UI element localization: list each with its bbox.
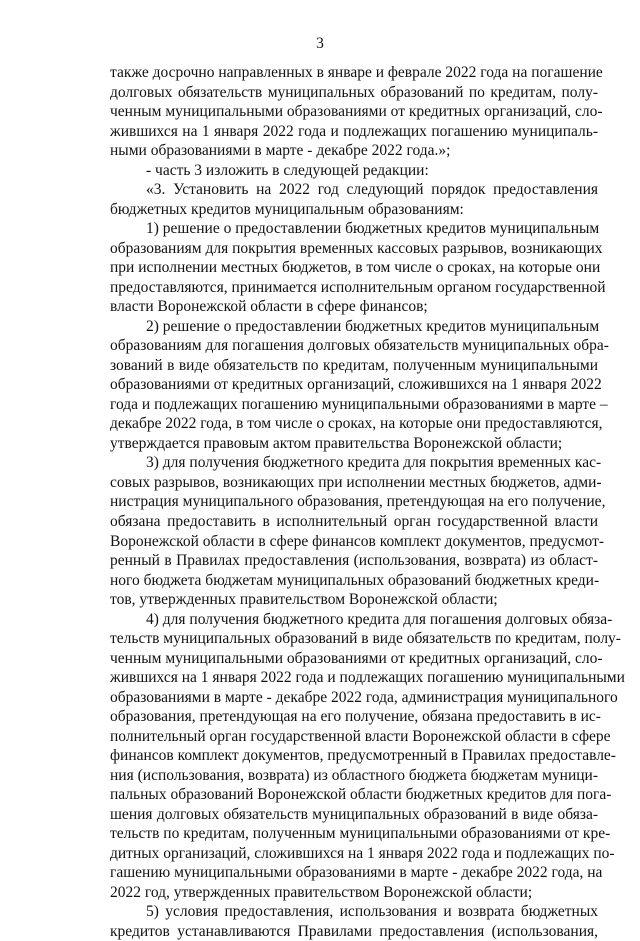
text-line: обязана предоставить в исполнительный орган государственной власти bbox=[110, 513, 598, 530]
text-line: бюджетных кредитов муниципальным образованиям: bbox=[110, 200, 464, 218]
text-line: 1) решение о предоставлении бюджетных кредитов муниципальным bbox=[146, 220, 600, 238]
text-line: гашению муниципальными образованиями в марте - декабре 2022 года, на bbox=[110, 864, 603, 882]
text-line: тов, утвержденных правительством Воронежской области; bbox=[110, 591, 498, 608]
text-line: жившихся на 1 января 2022 года и подлежащих погашению муниципаль- bbox=[110, 122, 598, 140]
text-line: образования, претендующая на его получение, обязана предоставить в ис- bbox=[110, 708, 601, 726]
text-line: тельств по кредитам, полученным муниципальными образованиями от кре- bbox=[110, 825, 611, 843]
text-line: полнительный орган государственной власти Воронежской области в сфере bbox=[110, 727, 611, 745]
text-line: долговых обязательств муниципальных образований по кредитам, полу- bbox=[110, 83, 598, 101]
text-line: ния (использования, возврата) из областного бюджета бюджетам муници- bbox=[110, 766, 598, 784]
page-number: 3 bbox=[316, 35, 324, 52]
text-line: ными образованиями в марте - декабре 2022 года.»; bbox=[110, 142, 451, 160]
text-line: власти Воронежской области в сфере финансов; bbox=[110, 298, 428, 316]
text-line: ного бюджета бюджетам муниципальных образований бюджетных креди- bbox=[110, 571, 600, 589]
text-line: образованиями в марте - декабре 2022 года, администрация муниципального bbox=[110, 688, 618, 706]
text-line: при исполнении местных бюджетов, в том числе о сроках, на которые они bbox=[110, 259, 601, 277]
text-line: жившихся на 1 января 2022 года и подлежащих погашению муниципальными bbox=[110, 669, 625, 687]
text-line: предоставляются, принимается исполнительным органом государственной bbox=[110, 278, 606, 296]
text-line: образованиями от кредитных организаций, сложившихся на 1 января 2022 bbox=[110, 376, 602, 394]
text-line: зований в виде обязательств по кредитам, полученным муниципальными bbox=[110, 356, 598, 374]
text-line: тельств муниципальных образований в виде обязательств по кредитам, полу- bbox=[110, 630, 621, 648]
text-line: «3. Установить на 2022 год следующий порядок предоставления bbox=[146, 181, 598, 199]
text-line: финансов комплект документов, предусмотренный в Правилах предоставле- bbox=[110, 747, 616, 765]
text-line: - часть 3 изложить в следующей редакции: bbox=[146, 161, 429, 179]
text-line: дитных организаций, сложившихся на 1 января 2022 года и подлежащих по- bbox=[110, 844, 615, 862]
text-line: ченным муниципальными образованиями от кредитных организаций, сло- bbox=[110, 649, 603, 667]
text-line: 2022 год, утвержденных правительством Воронежской области; bbox=[110, 883, 533, 901]
text-line: нистрация муниципального образования, претендующая на его получение, bbox=[110, 493, 606, 511]
text-line: также досрочно направленных в январе и феврале 2022 года на погашение bbox=[110, 64, 603, 81]
text-line: года и подлежащих погашению муниципальными образованиями в марте – bbox=[110, 395, 608, 413]
text-line: совых разрывов, возникающих при исполнении местных бюджетов, адми- bbox=[110, 473, 602, 491]
text-line: ченным муниципальными образованиями от кредитных организаций, сло- bbox=[110, 103, 603, 120]
text-line: 4) для получения бюджетного кредита для погашения долговых обяза- bbox=[146, 610, 613, 628]
text-line: пальных образований Воронежской области бюджетных кредитов для пога- bbox=[110, 786, 612, 804]
text-line: Воронежской области в сфере финансов комплект документов, предусмот- bbox=[110, 532, 605, 550]
text-line: декабре 2022 года, в том числе о сроках, на которые они предоставляются, bbox=[110, 415, 603, 433]
text-line: ренный в Правилах предоставления (использования, возврата) из област- bbox=[110, 552, 598, 569]
text-line: шения долговых обязательств муниципальных образований в виде обяза- bbox=[110, 805, 598, 823]
text-line: 3) для получения бюджетного кредита для покрытия временных кас- bbox=[146, 454, 602, 472]
text-line: утверждается правовым актом правительства Воронежской области; bbox=[110, 434, 563, 452]
text-line: образованиям для покрытия временных кассовых разрывов, возникающих bbox=[110, 239, 603, 257]
text-line: 2) решение о предоставлении бюджетных кредитов муниципальным bbox=[146, 317, 600, 335]
text-line: 5) условия предоставления, использования и возврата бюджетных bbox=[146, 903, 598, 921]
text-line: образованиям для погашения долговых обязательств муниципальных обра- bbox=[110, 337, 609, 355]
text-line: кредитов устанавливаются Правилами предоставления (использования, bbox=[110, 922, 598, 940]
